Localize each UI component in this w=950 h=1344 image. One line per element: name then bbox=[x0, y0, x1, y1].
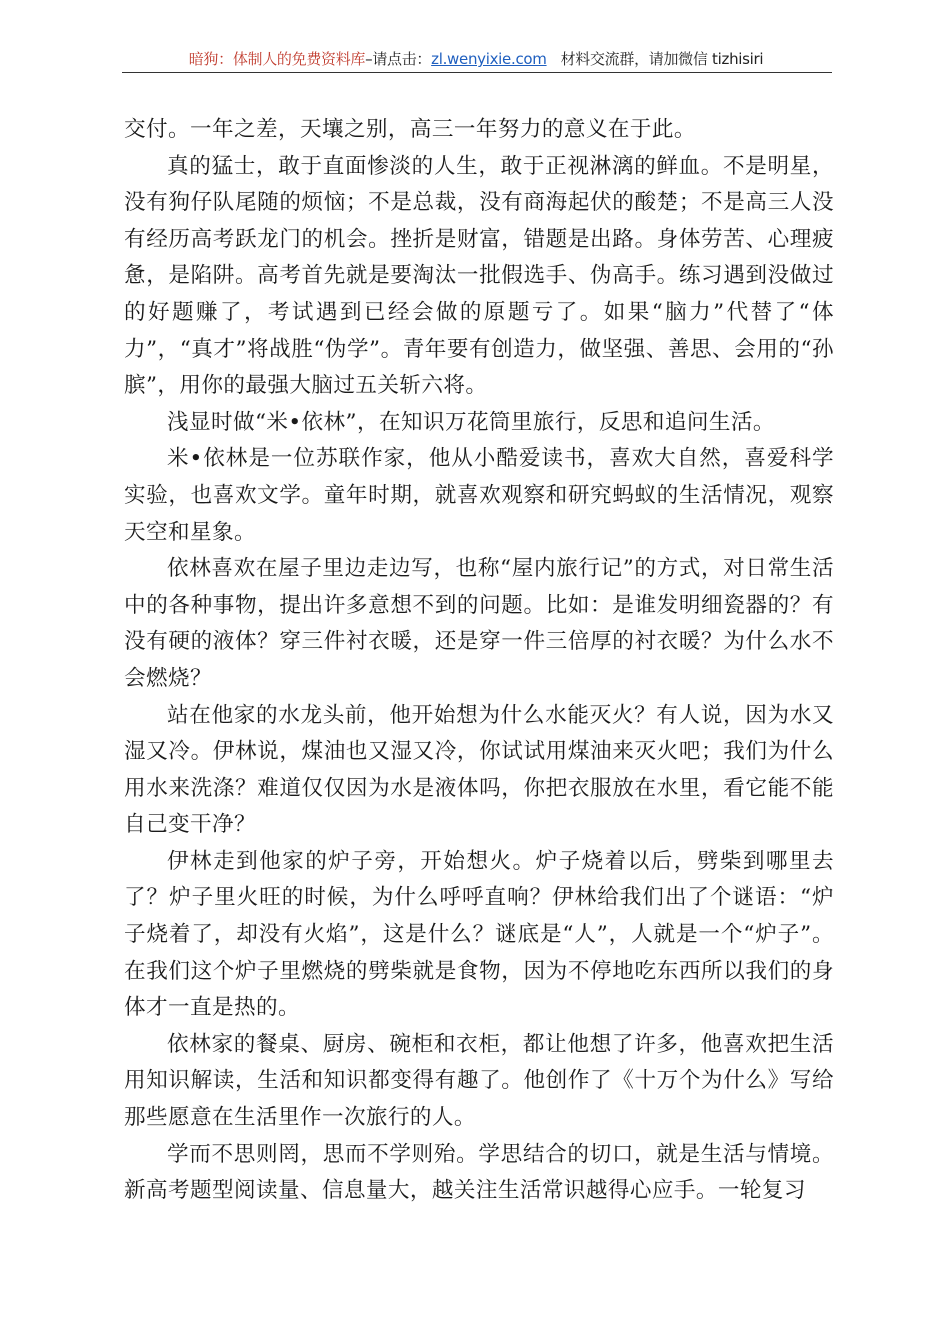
header-brand-text: 暗狗：体制人的免费资料库 bbox=[188, 50, 366, 68]
paragraph-8: 依林家的餐桌、厨房、碗柜和衣柜，都让他想了许多，他喜欢把生活用知识解读，生活和知识都变得有趣了。他创作了《十万个为什么》写给那些愿意在生活里作一次旅行的人。 bbox=[124, 1031, 834, 1131]
paragraph-7: 伊林走到他家的炉子旁，开始想火。炉子烧着以后，劈柴到哪里去了？炉子里火旺的时候，为什么呼呼直响？伊林给我们出了个谜语：“炉子烧着了，却没有火焰”，这是什么？谜底是“人”，人就是一个“炉子”。在我们这个炉子里燃烧的劈柴就是食物，因为不停地吃东西所以我们的身体才一直是热的。 bbox=[124, 848, 834, 1021]
header-click-prompt: –请点击： bbox=[365, 50, 432, 68]
header-website-link[interactable]: zl.wenyixie.com bbox=[431, 50, 547, 68]
document-body bbox=[124, 112, 834, 1210]
paragraph-5: 依林喜欢在屋子里边走边写，也称“屋内旅行记”的方式，对日常生活中的各种事物，提出许多意想不到的问题。比如：是谁发明细瓷器的？有没有硬的液体？穿三件衬衣暖，还是穿一件三倍厚的衬衣暖？为什么水不会燃烧？ bbox=[124, 556, 834, 691]
paragraph-4: 米•依林是一位苏联作家，他从小酷爱读书，喜欢大自然，喜爱科学实验，也喜欢文学。童年时期，就喜欢观察和研究蚂蚁的生活情况，观察天空和星象。 bbox=[124, 446, 834, 545]
header-wechat-note: 材料交流群，请加微信 tizhisiri bbox=[560, 50, 764, 68]
header-divider bbox=[122, 72, 832, 73]
paragraph-2: 真的猛士，敢于直面惨淡的人生，敢于正视淋漓的鲜血。不是明星，没有狗仔队尾随的烦恼；不是总裁，没有商海起伏的酸楚；不是高三人没有经历高考跃龙门的机会。挫折是财富，错题是出路。身体劳苦、心理疲惫，是陷阱。高考首先就是要淘汰一批假选手、伪高手。练习遇到没做过的好题赚了，考试遇到已经会做的原题亏了。如果“脑力”代替了“体力”，“真才”将战胜“伪学”。青年要有创造力，做坚强、善思、会用的“孙膑”，用你的最强大脑过五关斩六将。 bbox=[124, 153, 834, 399]
paragraph-6: 站在他家的水龙头前，他开始想为什么水能灭火？有人说，因为水又湿又冷。伊林说，煤油也又湿又冷，你试试用煤油来灭火吧；我们为什么用水来洗涤？难道仅仅因为水是液体吗，你把衣服放在水里，看它能不能自己变干净？ bbox=[124, 702, 834, 838]
paragraph-3: 浅显时做“米•依林”，在知识万花筒里旅行，反思和追问生活。 bbox=[167, 409, 775, 435]
page-header bbox=[122, 46, 830, 72]
paragraph-1: 交付。一年之差，天壤之别，高三一年努力的意义在于此。 bbox=[124, 117, 696, 142]
paragraph-9: 学而不思则罔，思而不学则殆。学思结合的切口，就是生活与情境。新高考题型阅读量、信息量大，越关注生活常识越得心应手。一轮复习 bbox=[124, 1141, 834, 1204]
